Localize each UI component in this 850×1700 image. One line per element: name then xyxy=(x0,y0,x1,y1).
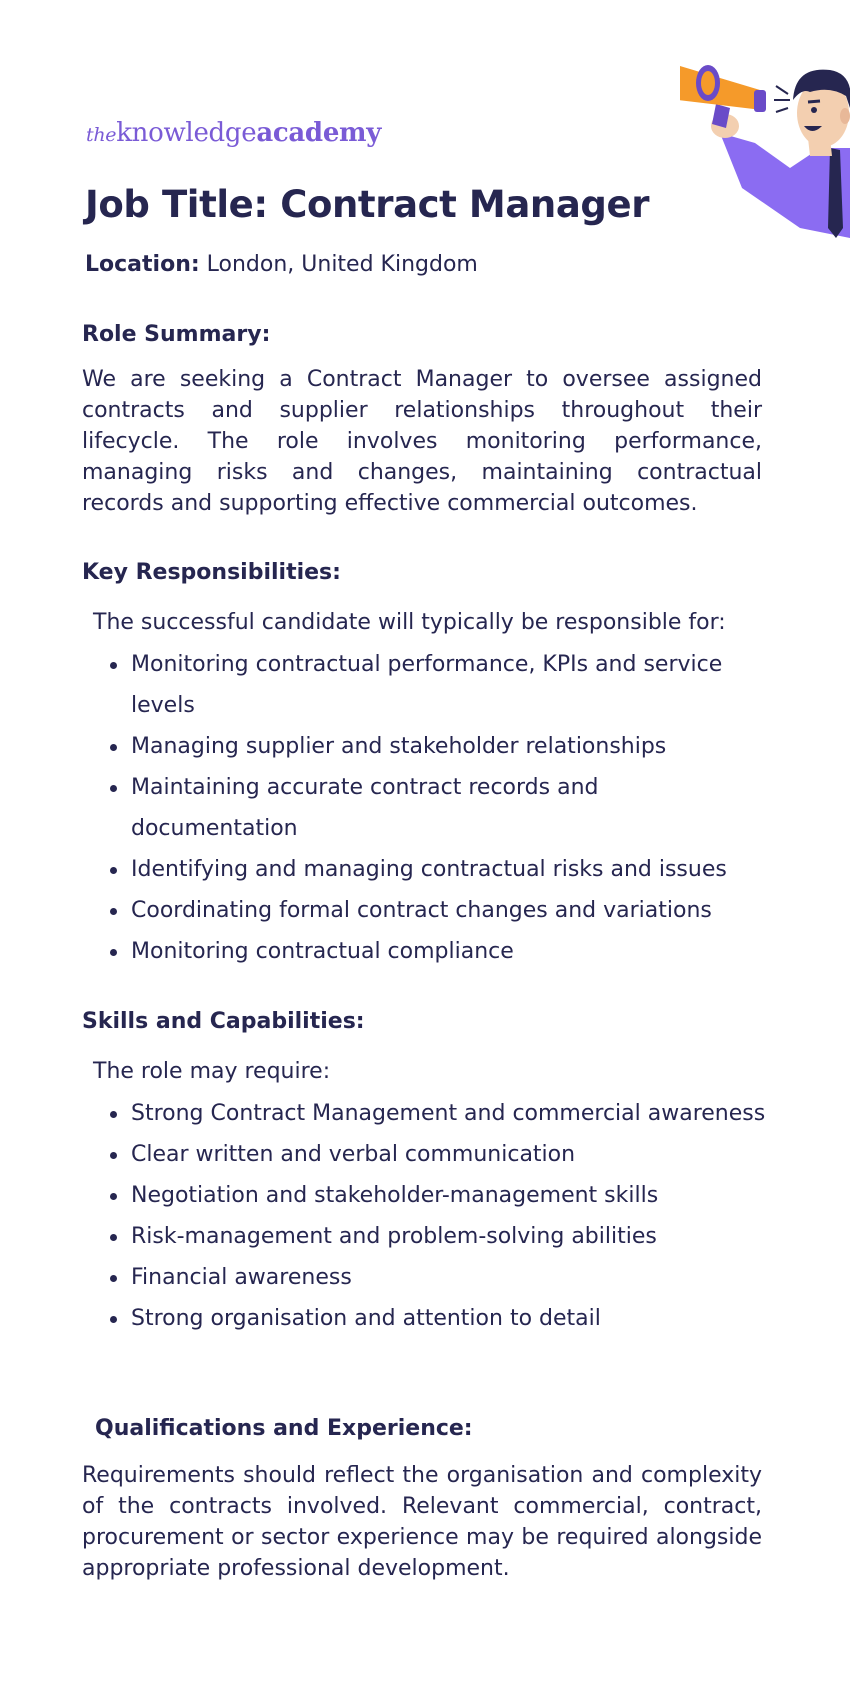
skills-intro: The role may require: xyxy=(93,1059,331,1084)
qualifications-heading: Qualifications and Experience: xyxy=(95,1416,473,1441)
key-responsibilities-heading: Key Responsibilities: xyxy=(82,560,341,585)
list-item: Identifying and managing contractual risks and issues xyxy=(92,849,772,890)
list-item: Maintaining accurate contract records and documentation xyxy=(92,767,772,849)
list-item: Clear written and verbal communication xyxy=(92,1134,772,1175)
list-item: Monitoring contractual performance, KPIs and service levels xyxy=(92,644,772,726)
skills-list xyxy=(92,1093,772,1339)
location-value: London, United Kingdom xyxy=(199,252,478,277)
qualifications-text: Requirements should reflect the organisation and complexity of the contracts involved. Relevant commercial, contract, procurement or sector experience may be required alongside appropriate professional development. xyxy=(82,1463,762,1581)
list-item: Financial awareness xyxy=(92,1257,772,1298)
list-item: Negotiation and stakeholder-management skills xyxy=(92,1175,772,1216)
list-item: Managing supplier and stakeholder relationships xyxy=(92,726,772,767)
role-summary-heading: Role Summary: xyxy=(82,322,271,347)
logo-academy-text: academy xyxy=(256,118,382,148)
responsibilities-list xyxy=(92,644,772,972)
location-label: Location: xyxy=(85,252,200,277)
man-with-megaphone-illustration xyxy=(680,38,850,238)
the-knowledge-academy-logo xyxy=(86,118,381,148)
list-item: Risk-management and problem-solving abilities xyxy=(92,1216,772,1257)
location-line xyxy=(85,252,478,277)
responsibilities-intro: The successful candidate will typically be responsible for: xyxy=(93,610,726,635)
job-title: Job Title: Contract Manager xyxy=(85,183,650,226)
list-item: Monitoring contractual compliance xyxy=(92,931,772,972)
list-item: Coordinating formal contract changes and variations xyxy=(92,890,772,931)
skills-heading: Skills and Capabilities: xyxy=(82,1009,365,1034)
list-item: Strong organisation and attention to detail xyxy=(92,1298,772,1339)
logo-knowledge-text: knowledge xyxy=(116,118,257,148)
logo-the-text: the xyxy=(86,124,117,146)
list-item: Strong Contract Management and commercial awareness xyxy=(92,1093,772,1134)
role-summary-text: We are seeking a Contract Manager to oversee assigned contracts and supplier relationships throughout their lifecycle. The role involves monitoring performance, managing risks and changes, maintaining contractual records and supporting effective commercial outcomes. xyxy=(82,367,762,516)
